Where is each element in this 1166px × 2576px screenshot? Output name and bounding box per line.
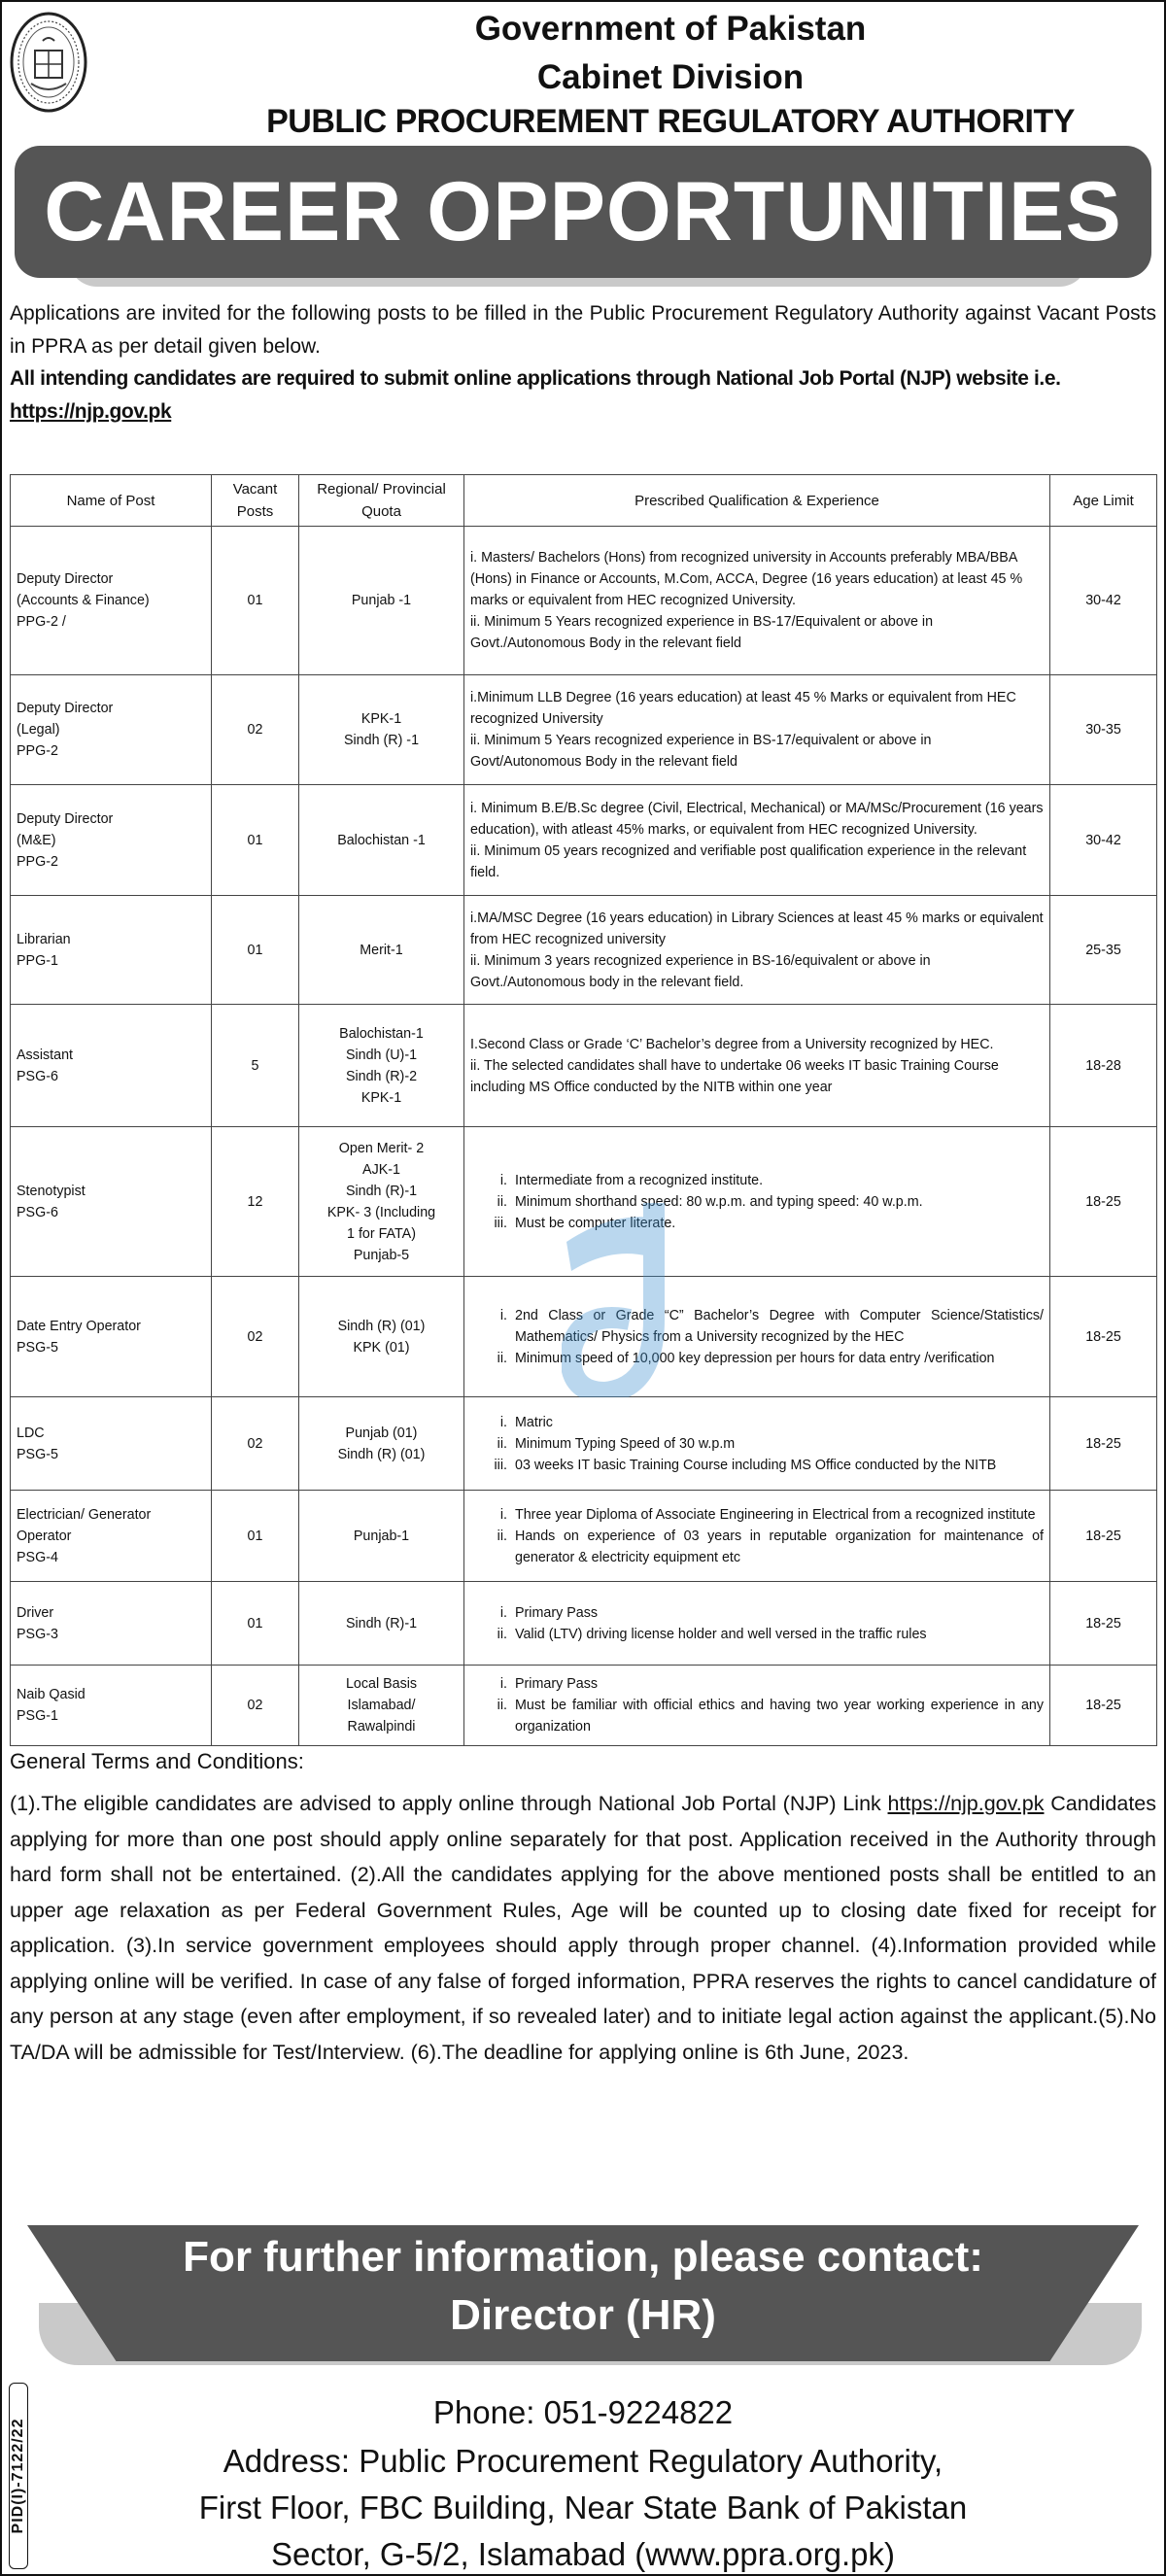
quota-line: Balochistan-1: [339, 1025, 424, 1042]
table-row: [11, 785, 1157, 896]
table-row: [11, 1397, 1157, 1491]
qualification-item: [470, 1526, 1044, 1568]
item-number: i.: [499, 1307, 507, 1323]
cell-qualification: [464, 1397, 1050, 1491]
table-row: [11, 1127, 1157, 1277]
cell-vacant-posts: 01: [212, 785, 299, 896]
cell-vacant-posts: 02: [212, 1277, 299, 1397]
cell-qualification: [464, 675, 1050, 785]
qualification-item: ii. Minimum 5 Years recognized experience in BS-17/equivalent or above in Govt/Autonomous Body in the relevant field: [470, 733, 932, 770]
header-authority: PUBLIC PROCUREMENT REGULATORY AUTHORITY: [266, 103, 1075, 140]
qualification-item: [470, 1170, 1044, 1191]
contact-person: Director (HR): [450, 2291, 716, 2339]
quota-line: Local Basis: [345, 1676, 418, 1692]
cell-quota: [299, 1491, 464, 1582]
qualification-item: [470, 1602, 1044, 1624]
post-name-line: Deputy Director: [17, 810, 114, 827]
terms-njp-link[interactable]: https://njp.gov.pk: [887, 1792, 1045, 1815]
quota-line: KPK- 3 (Including: [326, 1204, 436, 1220]
cell-post: [11, 1491, 212, 1582]
post-name-line: (Legal): [17, 722, 60, 738]
cell-post: [11, 896, 212, 1005]
header-government: Government of Pakistan: [474, 10, 867, 48]
table-row: [11, 527, 1157, 675]
qualification-item: [470, 1433, 1044, 1455]
contact-address-line1: Address: Public Procurement Regulatory Authority,: [223, 2443, 943, 2479]
qualification-item: i. Masters/ Bachelors (Hons) from recognized university in Accounts preferably MBA/BBA (Hons) in Finance or Accounts, M.Com, ACCA, Degree (16 years education) at least 45 % marks or equivalent from HEC recognized University.: [470, 550, 1023, 608]
cell-quota: [299, 1666, 464, 1746]
item-text: Hands on experience of 03 years in reputable organization for maintenance of generator & electricity equipment etc: [515, 1528, 1044, 1565]
quota-line: KPK-1: [360, 711, 402, 727]
post-name-line: PPG-2: [17, 853, 58, 870]
contact-address-line3: Sector, G-5/2, Islamabad (www.ppra.org.pk): [271, 2536, 895, 2572]
item-number: iii.: [494, 1457, 507, 1473]
item-number: ii.: [497, 1193, 507, 1210]
cell-age-limit: 30-35: [1050, 675, 1157, 785]
contact-address-line2: First Floor, FBC Building, Near State Bank of Pakistan: [198, 2490, 968, 2525]
quota-line: KPK-1: [360, 1089, 402, 1106]
cell-vacant-posts: 02: [212, 675, 299, 785]
item-text: Minimum Typing Speed of 30 w.p.m: [515, 1435, 736, 1452]
cell-quota: [299, 785, 464, 896]
item-number: i.: [499, 1172, 507, 1188]
quota-line: Balochistan -1: [337, 832, 426, 848]
cell-age-limit: 18-25: [1050, 1491, 1157, 1582]
qualification-item: [470, 1191, 1044, 1213]
item-text: Primary Pass: [515, 1676, 598, 1692]
qualification-item: [470, 1504, 1044, 1526]
intro-paragraph: Applications are invited for the following posts to be filled in the Public Procurement Regulatory Authority against Vacant Posts in PPRA as per detail given below.: [10, 302, 1156, 358]
item-text: Minimum speed of 10,000 key depression per hours for data entry /verification: [515, 1350, 995, 1366]
njp-link[interactable]: https://njp.gov.pk: [10, 400, 172, 423]
cell-qualification: [464, 1127, 1050, 1277]
header-quota: Regional/ Provincial Quota: [299, 475, 464, 527]
qualification-item: i.Minimum LLB Degree (16 years education) at least 45 % Marks or equivalent from HEC recognized University: [470, 690, 1016, 727]
cell-quota: [299, 527, 464, 675]
post-name-line: LDC: [17, 1425, 45, 1441]
quota-line: Sindh (R)-1: [345, 1183, 418, 1199]
quota-line: Sindh (R) (01): [337, 1446, 426, 1462]
terms-part1: (1).The eligible candidates are advised to apply online through National Job Portal (NJP) Link: [10, 1792, 888, 1815]
quota-line: Open Merit- 2: [338, 1140, 425, 1156]
qualification-item: [470, 1673, 1044, 1695]
cell-age-limit: 18-28: [1050, 1005, 1157, 1127]
qualification-item: I.Second Class or Grade ‘C’ Bachelor’s degree from a University recognized by HEC.: [470, 1036, 994, 1052]
qualification-item: [470, 1412, 1044, 1433]
qualification-item: ii. Minimum 5 Years recognized experience in BS-17/Equivalent or above in Govt./Autonomous Body in the relevant field: [470, 614, 934, 651]
cell-post: [11, 1397, 212, 1491]
qualification-item: ii. The selected candidates shall have to undertake 06 weeks IT basic Training Course including MS Office conducted by the NITB within one year: [470, 1057, 999, 1095]
cell-qualification: [464, 1005, 1050, 1127]
post-name-line: Date Entry Operator: [17, 1318, 141, 1334]
item-text: Minimum shorthand speed: 80 w.p.m. and typing speed: 40 w.p.m.: [515, 1193, 923, 1210]
cell-vacant-posts: 01: [212, 1582, 299, 1666]
cell-vacant-posts: 12: [212, 1127, 299, 1277]
header-qualification: Prescribed Qualification & Experience: [464, 475, 1050, 527]
cell-vacant-posts: 01: [212, 896, 299, 1005]
career-banner: CAREER OPPORTUNITIES: [15, 146, 1151, 278]
post-name-line: PPG-2 /: [17, 614, 66, 630]
table-row: [11, 675, 1157, 785]
cell-qualification: [464, 1582, 1050, 1666]
post-name-line: PSG-3: [17, 1626, 58, 1642]
item-number: i.: [499, 1604, 507, 1621]
quota-line: Rawalpindi: [347, 1719, 416, 1735]
post-name-line: PPG-2: [17, 743, 58, 759]
cell-post: [11, 527, 212, 675]
table-row: [11, 1491, 1157, 1582]
cell-post: [11, 1666, 212, 1746]
post-name-line: Deputy Director: [17, 571, 114, 587]
quota-line: Merit-1: [360, 942, 403, 958]
cell-post: [11, 1127, 212, 1277]
quota-line: KPK (01): [353, 1339, 410, 1356]
post-name-line: Assistant: [17, 1047, 74, 1063]
header-vacant-posts: Vacant Posts: [212, 475, 299, 527]
njp-notice-text: All intending candidates are required to submit online applications through National Job Portal (NJP) website i.e.: [10, 367, 1061, 390]
post-name-line: (Accounts & Finance): [17, 593, 150, 608]
quota-line: Islamabad/: [347, 1698, 416, 1713]
cell-post: [11, 1005, 212, 1127]
intro-njp-notice: [10, 362, 1156, 429]
post-name-line: PSG-5: [17, 1446, 58, 1462]
cell-age-limit: 18-25: [1050, 1397, 1157, 1491]
cell-quota: [299, 1277, 464, 1397]
item-number: ii.: [497, 1528, 507, 1544]
cell-vacant-posts: 5: [212, 1005, 299, 1127]
item-text: Must be familiar with official ethics and having two year working experience in any organization: [515, 1698, 1044, 1735]
item-text: 03 weeks IT basic Training Course including MS Office conducted by the NITB: [515, 1457, 997, 1473]
post-name-line: Stenotypist: [17, 1183, 86, 1199]
post-name-line: PSG-1: [17, 1708, 58, 1724]
cell-post: [11, 785, 212, 896]
cell-age-limit: 30-42: [1050, 785, 1157, 896]
cell-age-limit: 30-42: [1050, 527, 1157, 675]
post-name-line: PSG-4: [17, 1549, 58, 1565]
cell-vacant-posts: 02: [212, 1666, 299, 1746]
item-text: 2nd Class or Grade “C” Bachelor’s Degree with Computer Science/Statistics/ Mathematics/ Physics from a University recognized by the HEC: [515, 1307, 1044, 1345]
cell-post: [11, 1277, 212, 1397]
item-number: i.: [499, 1414, 507, 1430]
table-row: [11, 896, 1157, 1005]
item-number: ii.: [497, 1698, 507, 1713]
post-name-line: PSG-5: [17, 1339, 58, 1356]
quota-line: Punjab-5: [353, 1247, 410, 1263]
qualification-item: [470, 1213, 1044, 1234]
item-number: ii.: [497, 1435, 507, 1452]
quota-line: Punjab (01): [345, 1425, 418, 1441]
item-text: Matric: [515, 1414, 553, 1430]
quota-line: Sindh (R) (01): [337, 1318, 426, 1334]
terms-part2: Candidates applying for more than one post should apply online separately for that post. Application received in the Authority through hard form shall not be entertained. (2).All the candidates applying for the above mentioned posts shall be entitled to an upper age relaxation as per Federal Government Rules, Age will be counted up to closing date fixed for receipt for application. (3).In service government employees should apply through proper channel. (4).Information provided while applying online will be verified. In case of any false of forged information, PPRA reserves the rights to cancel candidature of any person at any stage (even after employment, if so revealed later) and to initiate legal action against the applicant.(5).No TA/DA will be admissible for Test/Interview. (6).The deadline for applying online is 6th June, 2023.: [10, 1792, 1156, 2064]
cell-quota: [299, 1127, 464, 1277]
post-name-line: Electrician/ Generator: [17, 1506, 152, 1523]
table-header-row: [11, 475, 1157, 527]
header-age-limit: Age Limit: [1050, 475, 1157, 527]
cell-qualification: [464, 1277, 1050, 1397]
cell-quota: [299, 1005, 464, 1127]
pid-number: PID(I)-7122/22: [10, 2418, 26, 2534]
qualification-item: [470, 1695, 1044, 1737]
table-row: [11, 1005, 1157, 1127]
post-name-line: PSG-6: [17, 1068, 58, 1084]
quota-line: Sindh (U)-1: [345, 1047, 418, 1063]
cell-quota: [299, 1397, 464, 1491]
item-text: Must be computer literate.: [515, 1215, 676, 1231]
cell-age-limit: 25-35: [1050, 896, 1157, 1005]
qualification-item: [470, 1624, 1044, 1645]
post-name-line: (M&E): [17, 832, 56, 848]
post-name-line: Operator: [17, 1528, 72, 1544]
cell-quota: [299, 675, 464, 785]
item-text: Intermediate from a recognized institute.: [515, 1172, 764, 1188]
header-name-of-post: Name of Post: [11, 475, 212, 527]
cell-vacant-posts: 02: [212, 1397, 299, 1491]
qualification-item: [470, 1348, 1044, 1369]
qualification-item: ii. Minimum 05 years recognized and verifiable post qualification experience in the relevant field.: [470, 842, 1027, 880]
contact-phone: Phone: 051-9224822: [432, 2394, 734, 2430]
quota-line: Sindh (R)-1: [345, 1615, 418, 1631]
pid-badge: [9, 2383, 28, 2569]
cell-qualification: [464, 785, 1050, 896]
header-division: Cabinet Division: [536, 58, 805, 96]
cell-post: [11, 1582, 212, 1666]
cell-age-limit: 18-25: [1050, 1666, 1157, 1746]
post-name-line: Deputy Director: [17, 701, 114, 716]
post-name-line: Naib Qasid: [17, 1687, 86, 1702]
cell-quota: [299, 896, 464, 1005]
item-text: Three year Diploma of Associate Engineering in Electrical from a recognized institute: [515, 1506, 1036, 1523]
table-row: [11, 1277, 1157, 1397]
posts-table: [10, 474, 1157, 1746]
cell-vacant-posts: 01: [212, 1491, 299, 1582]
item-number: iii.: [494, 1215, 507, 1231]
quota-line: Sindh (R) -1: [343, 733, 420, 748]
quota-line: Punjab -1: [351, 593, 412, 608]
item-number: ii.: [497, 1350, 507, 1366]
item-number: i.: [499, 1676, 507, 1692]
table-row: [11, 1582, 1157, 1666]
cell-qualification: [464, 527, 1050, 675]
item-text: Valid (LTV) driving license holder and well versed in the traffic rules: [515, 1626, 927, 1642]
qualification-item: i.MA/MSC Degree (16 years education) in Library Sciences at least 45 % marks or equivalent from HEC recognized university: [470, 910, 1044, 947]
quota-line: 1 for FATA): [347, 1225, 416, 1242]
quota-line: Punjab-1: [353, 1528, 410, 1544]
item-number: i.: [499, 1506, 507, 1523]
post-name-line: PPG-1: [17, 952, 58, 969]
post-name-line: PSG-6: [17, 1204, 58, 1220]
contact-heading: For further information, please contact:: [183, 2233, 983, 2281]
cell-post: [11, 675, 212, 785]
ppra-seal-icon: [8, 8, 89, 117]
cell-age-limit: 18-25: [1050, 1277, 1157, 1397]
qualification-item: ii. Minimum 3 years recognized experience in BS-16/equivalent or above in Govt./Autonomous body in the relevant field.: [470, 952, 931, 990]
quota-line: Sindh (R)-2: [345, 1068, 418, 1084]
terms-body: [10, 1786, 1156, 2070]
cell-qualification: [464, 896, 1050, 1005]
qualification-item: i. Minimum B.E/B.Sc degree (Civil, Electrical, Mechanical) or MA/MSc/Procurement (16 years education), with atleast 45% marks, or equivalent from HEC recognized University.: [470, 800, 1044, 838]
cell-qualification: [464, 1666, 1050, 1746]
cell-qualification: [464, 1491, 1050, 1582]
item-text: Primary Pass: [515, 1604, 598, 1621]
post-name-line: Librarian: [17, 931, 71, 947]
qualification-item: [470, 1455, 1044, 1476]
quota-line: AJK-1: [362, 1161, 400, 1178]
cell-age-limit: 18-25: [1050, 1127, 1157, 1277]
cell-age-limit: 18-25: [1050, 1582, 1157, 1666]
table-row: [11, 1666, 1157, 1746]
qualification-item: [470, 1305, 1044, 1348]
item-number: ii.: [497, 1626, 507, 1642]
cell-quota: [299, 1582, 464, 1666]
terms-heading: General Terms and Conditions:: [10, 1749, 304, 1773]
post-name-line: Driver: [17, 1604, 54, 1621]
cell-vacant-posts: 01: [212, 527, 299, 675]
